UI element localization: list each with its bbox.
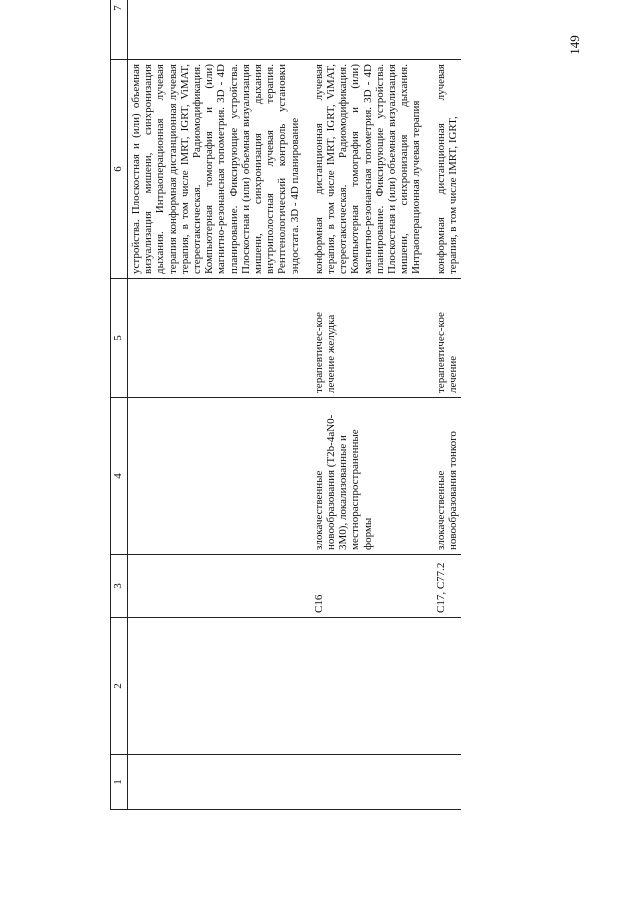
column-number: 1 [111,755,128,810]
table-row [433,0,461,810]
icd-code-cell: C17, C77.2 [433,555,461,618]
table-row [128,0,311,810]
table-cell [311,618,433,755]
diagnosis-cell: злокачественные новообразования тонкого [433,398,461,555]
method-cell: конформная дистанционная лучевая терапия, в том числе IMRT, IGRT, [433,60,461,279]
table-cell [128,0,311,60]
table-cell [311,755,433,810]
table-cell [433,755,461,810]
table-cell [433,618,461,755]
table-cell [128,755,311,810]
table-cell [311,0,433,60]
method-cell: конформная дистанционная лучевая терапия, в том числе IMRT, IGRT, ViMAT, стереотаксическая. Радиомодификация. Компьютерная томография и (или) магнитно-резонансная топометрия. 3D - 4D планирование. Фиксирующие устройства. Плоскостная и (или) объемная визуализация мишени, синхронизация дыхания. Интраоперационная лучевая терапия [311,60,433,279]
column-number: 2 [111,618,128,755]
treatment-type-cell: терапевтичес-кое лечение желудка [311,279,433,398]
page-number: 149 [567,35,582,55]
table-cell [433,0,461,60]
table-row [311,0,433,810]
column-number: 4 [111,398,128,555]
table-cell [128,555,311,618]
column-number: 5 [111,279,128,398]
treatment-methods-table [110,0,461,810]
table-cell [128,398,311,555]
column-number-row [111,0,128,810]
rotated-table-sheet [110,5,600,810]
diagnosis-cell: злокачественные новообразования (T2b-4aN0-3M0), локализованные и местнораспространенные формы [311,398,433,555]
column-number: 6 [111,60,128,279]
column-number: 7 [111,0,128,60]
icd-code-cell: C16 [311,555,433,618]
column-number: 3 [111,555,128,618]
method-cell: устройства. Плоскостная и (или) объемная визуализация мишени, синхронизация дыхания. Интраоперационная лучевая терапия конформная дистанционная лучевая терапия, в том числе IMRT, IGRT, ViMAT, стереотаксическая. Радиомодификация. Компьютерная томография и (или) магнитно-резонансная топометрия. 3D - 4D планирование. Фиксирующие устройства. Плоскостная и (или) объемная визуализация мишени, синхронизация дыхания внутриполостная лучевая терапия. Рентгенологический контроль установки эндостата. 3D - 4D планирование [128,60,311,279]
table-cell [128,279,311,398]
treatment-type-cell: терапевтичес-кое лечение [433,279,461,398]
table-cell [128,618,311,755]
